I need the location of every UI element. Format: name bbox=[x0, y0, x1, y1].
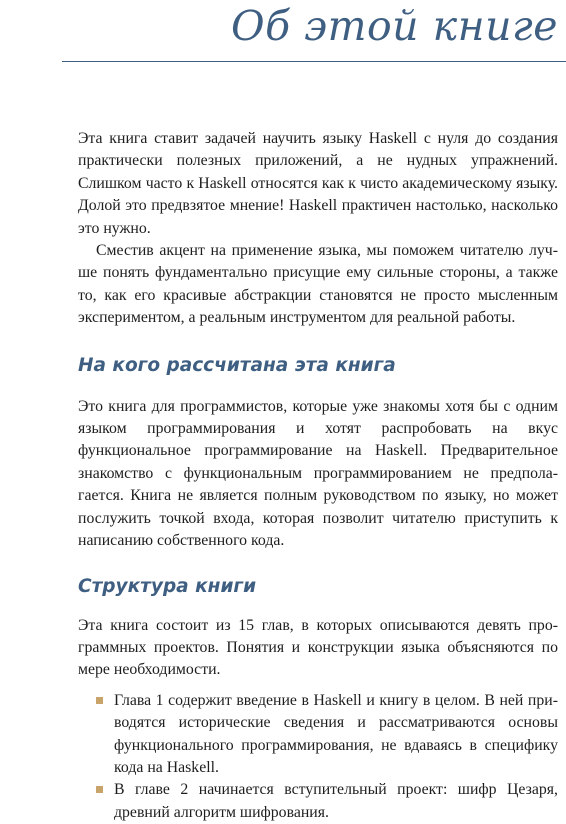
chapter-title: Об этой книге bbox=[230, 2, 558, 50]
audience-paragraph: Это книга для программистов, которые уже знакомы хотя бы с одним языком программирования и хотят распробовать на вкус функциональное программирование на Haskell. Предварительное знакомство с функциональным программированием не предполагается. Книга не является полным руководством по языку, но может послужить точкой входа, которая позволит читателю приступить к написанию собственного кода. bbox=[78, 397, 558, 550]
page-content bbox=[78, 128, 558, 824]
section-heading-structure: Структура книги bbox=[78, 575, 257, 597]
chapter-list bbox=[78, 690, 558, 824]
list-item bbox=[78, 779, 558, 824]
square-bullet-icon bbox=[96, 697, 103, 704]
square-bullet-icon bbox=[96, 786, 103, 793]
list-item-text: В главе 2 начинается вступительный проект: шифр Цезаря, древний алгоритм шифрования. bbox=[114, 781, 558, 821]
structure-paragraph: Эта книга состоит из 15 глав, в которых описываются девять программных проектов. Понятия и конструкции языка объясняются по мере необходимости. bbox=[78, 616, 558, 679]
title-rule bbox=[62, 61, 566, 62]
section-heading-audience: На кого рассчитана эта книга bbox=[78, 354, 396, 376]
intro-paragraph-2: Сместив акцент на применение языка, мы поможем читателю лучше понять фундаментально присущие ему сильные стороны, а также то, как его красивые абстракции становятся не просто мысленным экспериментом, а реальным инструментом для реальной работы. bbox=[78, 242, 558, 327]
list-item-text: Глава 1 содержит введение в Haskell и книгу в целом. В ней приводятся исторические сведения и рассматриваются основы функционального программирования, не вдаваясь в специфику кода на Haskell. bbox=[114, 691, 558, 776]
intro-paragraph-1: Эта книга ставит задачей научить языку Haskell с нуля до создания практически полезных приложений, а не нудных упражнений. Слишком часто к Haskell относятся как к чисто академическому языку. Долой это предвзятое мнение! Haskell практичен настолько, насколько это нужно. bbox=[78, 130, 558, 237]
list-item bbox=[78, 690, 558, 780]
